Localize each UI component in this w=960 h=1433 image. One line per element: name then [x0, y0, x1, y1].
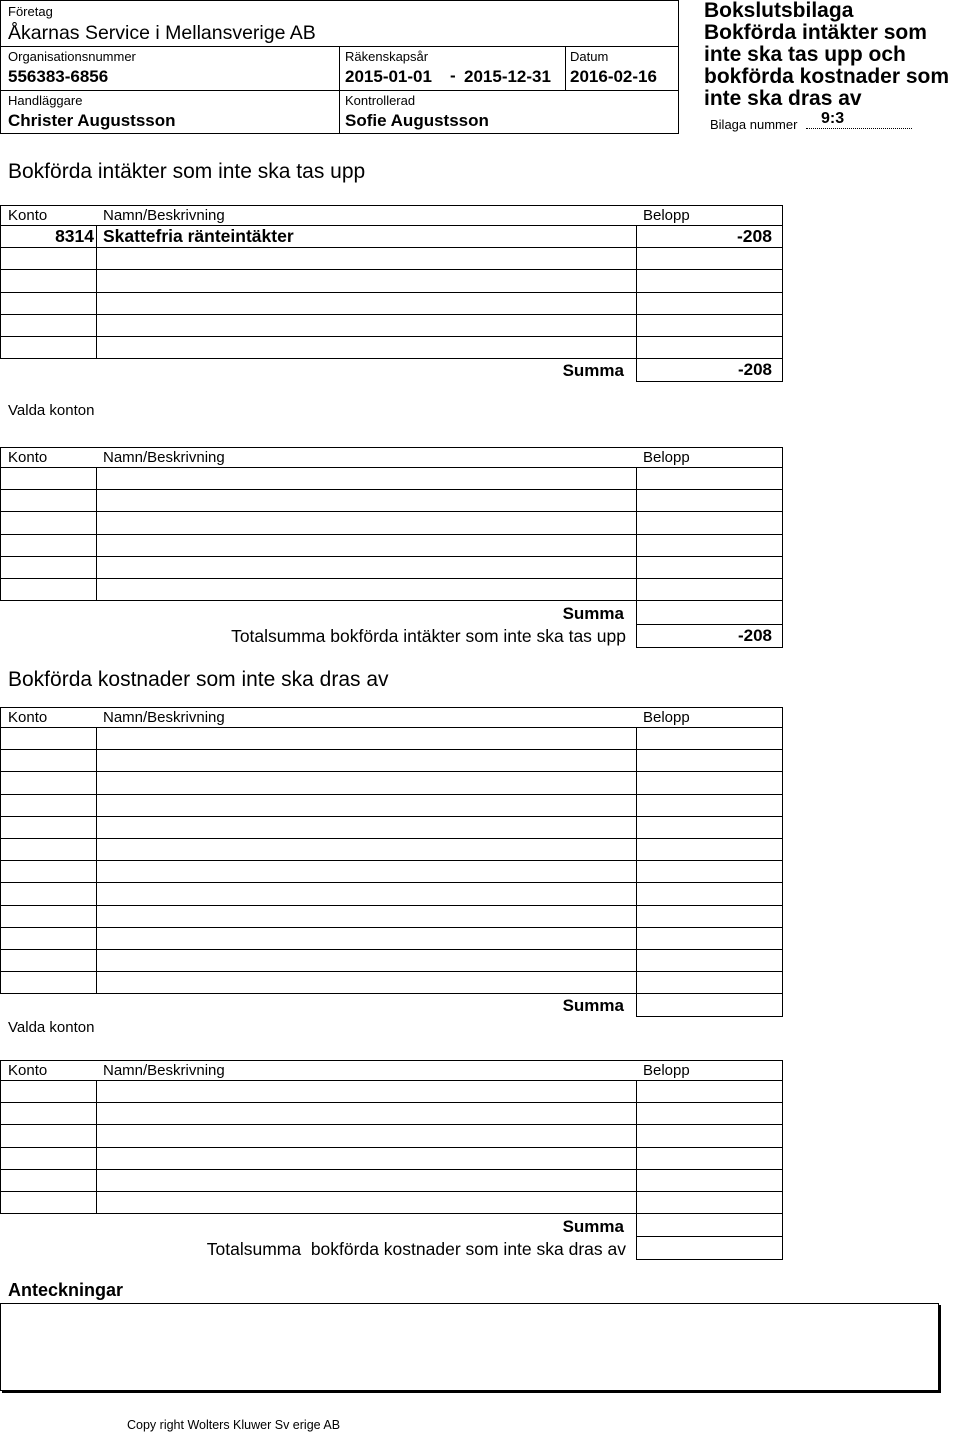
table-body: [1, 468, 782, 601]
cell-account: [1, 1081, 97, 1102]
table-row: [1, 1081, 782, 1103]
cell-description: [97, 468, 637, 489]
cell-amount: [637, 861, 782, 882]
cell-description: [97, 728, 637, 749]
table-row: [1, 795, 782, 817]
cell-amount: [637, 1192, 782, 1213]
reviewer-label: Kontrollerad: [345, 93, 416, 108]
cell-amount: [637, 906, 782, 927]
fiscal-year-end: 2015-12-31: [464, 67, 551, 86]
income-selected-table: [0, 447, 783, 601]
table-row: [1, 337, 782, 359]
cell-account: [1, 315, 97, 336]
table-body: [1, 728, 782, 994]
cell-amount: [637, 579, 782, 600]
table-row: [1, 1170, 782, 1192]
cell-account: [1, 1192, 97, 1213]
cell-amount: [637, 248, 782, 269]
table-body: [1, 1081, 782, 1214]
table-row: [1, 315, 782, 337]
column-header-description: Namn/Beskrivning: [103, 449, 225, 466]
fiscal-year-start: 2015-01-01: [345, 67, 432, 86]
cell-account: [1, 839, 97, 860]
table-row: [1, 468, 782, 490]
column-header-account: Konto: [8, 1062, 48, 1079]
notes-label: Anteckningar: [8, 1280, 124, 1300]
cell-description: [97, 512, 637, 533]
expenses-sum-value: [636, 994, 783, 1017]
table-row: [1, 1103, 782, 1125]
table-row: [1, 861, 782, 883]
cell-amount: [637, 750, 782, 771]
title-subtitle-line: inte ska tas upp och: [704, 43, 906, 66]
cell-description: [97, 293, 637, 314]
cell-account: 8314: [1, 226, 97, 247]
income-sum-label: Summa: [562, 361, 624, 380]
expenses-total-value: [636, 1237, 783, 1260]
copyright-notice: Copy right Wolters Kluwer Sv erige AB: [127, 1418, 341, 1432]
cell-amount: [637, 817, 782, 838]
column-header-description: Namn/Beskrivning: [103, 1062, 225, 1079]
table-row: [1, 490, 782, 512]
expenses-table: [0, 707, 783, 994]
cell-amount: [637, 293, 782, 314]
expenses-selected-sum-value: [636, 1214, 783, 1237]
cell-description: [97, 1148, 637, 1169]
cell-account: [1, 248, 97, 269]
table-row: [1, 772, 782, 794]
cell-account: [1, 293, 97, 314]
cell-account: [1, 512, 97, 533]
cell-account: [1, 861, 97, 882]
fiscal-year-separator: -: [450, 66, 456, 85]
column-header-account: Konto: [8, 709, 48, 726]
cell-amount: [637, 1170, 782, 1191]
table-row: [1, 248, 782, 270]
cell-description: [97, 1192, 637, 1213]
cell-account: [1, 1125, 97, 1146]
income-selected-sum-label: Summa: [562, 604, 624, 623]
column-header-amount: Belopp: [643, 207, 690, 224]
cell-account: [1, 1103, 97, 1124]
cell-description: [97, 1125, 637, 1146]
table-header: [1, 206, 782, 226]
cell-account: [1, 772, 97, 793]
cell-description: [97, 772, 637, 793]
cell-description: [97, 1081, 637, 1102]
table-row: [1, 1192, 782, 1214]
column-header-description: Namn/Beskrivning: [103, 709, 225, 726]
table-row: [1, 950, 782, 972]
column-header-amount: Belopp: [643, 1062, 690, 1079]
expenses-heading: Bokförda kostnader som inte ska dras av: [8, 668, 389, 691]
cell-description: [97, 1170, 637, 1191]
notes-box: [0, 1303, 939, 1391]
income-heading: Bokförda intäkter som inte ska tas upp: [8, 160, 366, 183]
title-subtitle-line: bokförda kostnader som: [704, 65, 950, 88]
cell-amount: [637, 795, 782, 816]
cell-amount: [637, 972, 782, 993]
cell-amount: [637, 557, 782, 578]
document-date: 2016-02-16: [570, 67, 657, 86]
cell-amount: [637, 512, 782, 533]
table-row: [1, 557, 782, 579]
expenses-selected-label: Valda konton: [8, 1019, 95, 1036]
attachment-label: Bilaga nummer: [710, 117, 798, 132]
income-sum-value: -208: [636, 359, 783, 382]
cell-amount: [637, 315, 782, 336]
attachment-number: 9:3: [821, 110, 845, 127]
cell-description: [97, 535, 637, 556]
fiscal-year-label: Räkenskapsår: [345, 49, 429, 64]
cell-amount: [637, 270, 782, 291]
date-label: Datum: [570, 49, 609, 64]
table-row: [1, 928, 782, 950]
org-number: 556383-6856: [8, 67, 109, 86]
column-header-amount: Belopp: [643, 709, 690, 726]
table-row: [1, 293, 782, 315]
title-subtitle-line: Bokförda intäkter som: [704, 21, 927, 44]
expenses-selected-table: [0, 1060, 783, 1214]
org-number-label: Organisationsnummer: [8, 49, 136, 64]
cell-account: [1, 1148, 97, 1169]
cell-description: [97, 270, 637, 291]
cell-amount: [637, 535, 782, 556]
cell-description: [97, 795, 637, 816]
title-subtitle-line: inte ska dras av: [704, 87, 862, 110]
table-row: [1, 883, 782, 905]
cell-description: [97, 861, 637, 882]
cell-account: [1, 535, 97, 556]
table-row: [1, 579, 782, 601]
cell-description: [97, 950, 637, 971]
cell-amount: [637, 950, 782, 971]
attachment-leader-dots: [806, 128, 912, 129]
title-heading: Bokslutsbilaga: [704, 0, 854, 22]
handler-name: Christer Augustsson: [8, 111, 176, 130]
cell-description: Skattefria ränteintäkter: [97, 226, 637, 247]
cell-amount: [637, 1125, 782, 1146]
cell-amount: [637, 928, 782, 949]
reviewer-name: Sofie Augustsson: [345, 111, 489, 130]
cell-account: [1, 883, 97, 904]
cell-description: [97, 928, 637, 949]
cell-amount: -208: [736, 226, 772, 246]
cell-description: [97, 315, 637, 336]
table-row: [1, 728, 782, 750]
cell-description: [97, 1103, 637, 1124]
column-header-account: Konto: [8, 207, 48, 224]
cell-description: [97, 972, 637, 993]
table-row: [1, 270, 782, 292]
cell-amount: [637, 1103, 782, 1124]
table-row: [1, 839, 782, 861]
income-selected-sum-value: [636, 601, 783, 625]
header-divider: [339, 46, 340, 134]
cell-account: [1, 468, 97, 489]
cell-account: [1, 817, 97, 838]
cell-account: [1, 579, 97, 600]
cell-description: [97, 490, 637, 511]
table-row: [1, 750, 782, 772]
table-row: [1, 226, 782, 248]
cell-account: [1, 906, 97, 927]
cell-amount: [637, 468, 782, 489]
income-selected-label: Valda konton: [8, 402, 95, 419]
table-row: [1, 1125, 782, 1147]
table-body: [1, 226, 782, 359]
table-row: [1, 817, 782, 839]
cell-description: [97, 337, 637, 358]
cell-description: [97, 248, 637, 269]
cell-description: [97, 750, 637, 771]
column-header-amount: Belopp: [643, 449, 690, 466]
cell-account: [1, 557, 97, 578]
column-header-account: Konto: [8, 449, 48, 466]
table-row: [1, 906, 782, 928]
cell-account: [1, 950, 97, 971]
table-row: [1, 972, 782, 994]
cell-description: [97, 906, 637, 927]
column-header-description: Namn/Beskrivning: [103, 207, 225, 224]
cell-amount: [637, 728, 782, 749]
income-total-value: -208: [636, 625, 783, 648]
cell-description: [97, 817, 637, 838]
cell-account: [1, 972, 97, 993]
expenses-sum-label: Summa: [562, 996, 624, 1015]
expenses-selected-sum-label: Summa: [562, 1217, 624, 1236]
company-label: Företag: [8, 4, 53, 19]
cell-account: [1, 490, 97, 511]
cell-account: [1, 728, 97, 749]
cell-account: [1, 928, 97, 949]
table-header: [1, 448, 782, 468]
income-total-label: Totalsumma bokförda intäkter som inte ska tas upp: [231, 626, 626, 646]
cell-account: [1, 337, 97, 358]
cell-amount: [637, 839, 782, 860]
cell-amount: [637, 772, 782, 793]
cell-account: [1, 750, 97, 771]
table-row: [1, 512, 782, 534]
cell-description: [97, 579, 637, 600]
company-name: Åkarnas Service i Mellansverige AB: [8, 22, 316, 44]
table-row: [1, 535, 782, 557]
cell-description: [97, 839, 637, 860]
cell-description: [97, 557, 637, 578]
handler-label: Handläggare: [8, 93, 83, 108]
table-row: [1, 1148, 782, 1170]
cell-account: [1, 795, 97, 816]
cell-amount: [637, 337, 782, 358]
cell-account: [1, 1170, 97, 1191]
table-header: [1, 1061, 782, 1081]
income-table: [0, 205, 783, 359]
document-title: [704, 0, 949, 110]
cell-account: [1, 270, 97, 291]
header-divider: [565, 46, 566, 90]
expenses-total-label: Totalsumma bokförda kostnader som inte ska dras av: [206, 1239, 626, 1259]
cell-amount: [637, 1148, 782, 1169]
cell-description: [97, 883, 637, 904]
cell-amount: [637, 883, 782, 904]
cell-amount: [637, 490, 782, 511]
table-header: [1, 708, 782, 728]
cell-amount: [637, 1081, 782, 1102]
